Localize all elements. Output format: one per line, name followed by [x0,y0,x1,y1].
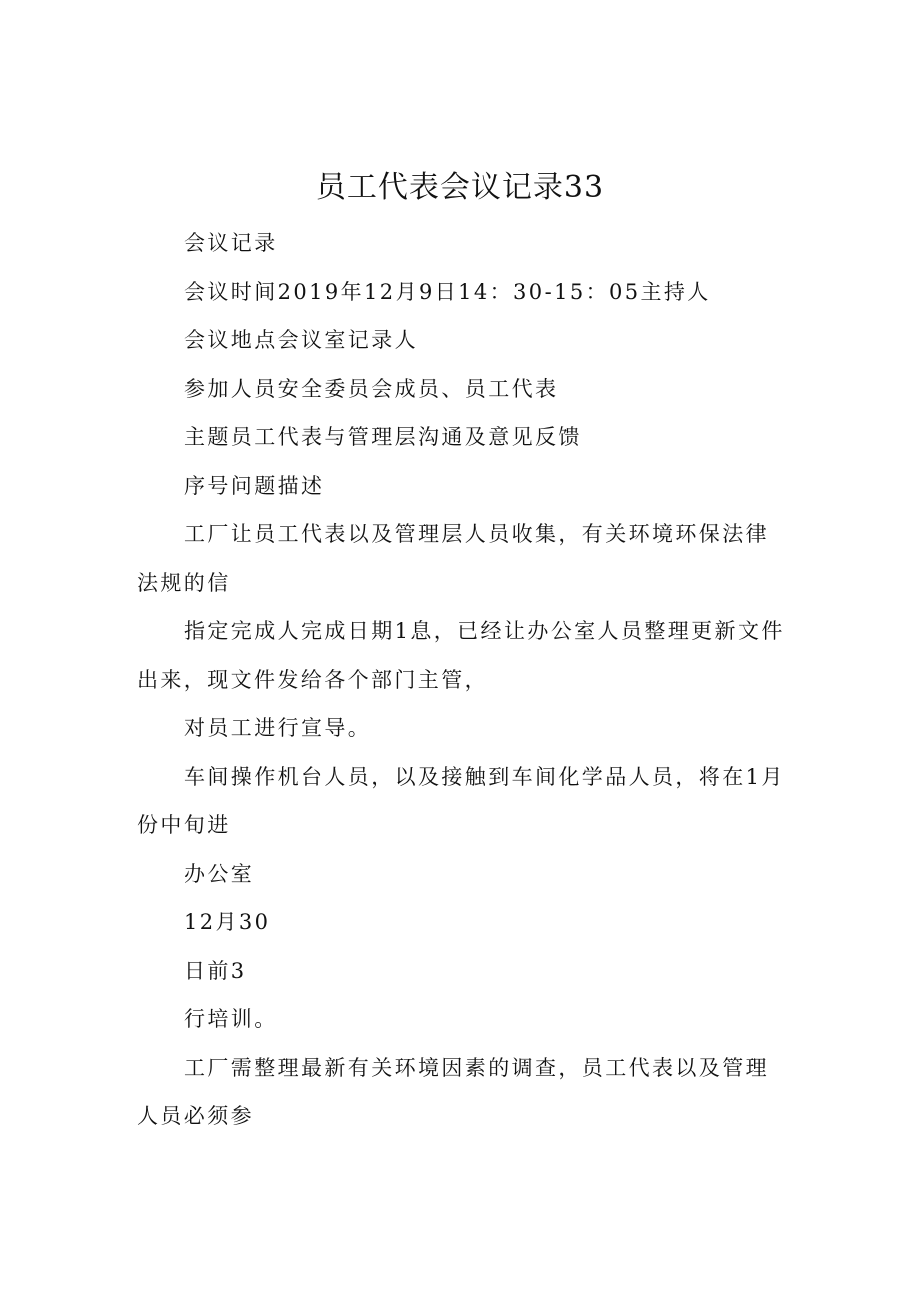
paragraph-date-december-30: 12月30 [184,910,271,934]
document-title: 员工代表会议记录33 [315,170,605,205]
paragraph-topic: 主题员工代表与管理层沟通及意见反馈 [184,425,582,449]
paragraph-responsible-office: 办公室 [184,861,255,886]
paragraph-issue-1-action: 指定完成人完成日期1息，已经让办公室人员整理更新文件出来，现文件发给各个部门主管， [137,619,785,692]
paragraph-issue-1: 工厂让员工代表以及管理层人员收集，有关环境环保法律法规的信 [137,522,769,595]
paragraph-meeting-time: 会议时间2019年12月9日14：30-15：05主持人 [184,279,711,304]
paragraph-issue-2: 车间操作机台人员，以及接触到车间化学品人员，将在1月份中旬进 [137,764,785,837]
paragraph-date-before: 日前3 [184,958,247,983]
paragraph-participants: 参加人员安全委员会成员、员工代表 [184,376,559,401]
document-body [137,219,787,1141]
paragraph-meeting-location: 会议地点会议室记录人 [184,328,418,352]
paragraph-issue-3: 工厂需整理最新有关环境因素的调查，员工代表以及管理人员必须参 [137,1055,769,1128]
paragraph-training: 行培训。 [184,1007,278,1031]
paragraph-meeting-record: 会议记录 [184,231,278,255]
paragraph-issue-1-action-end: 对员工进行宣导。 [184,716,372,740]
paragraph-table-header: 序号问题描述 [184,473,325,498]
